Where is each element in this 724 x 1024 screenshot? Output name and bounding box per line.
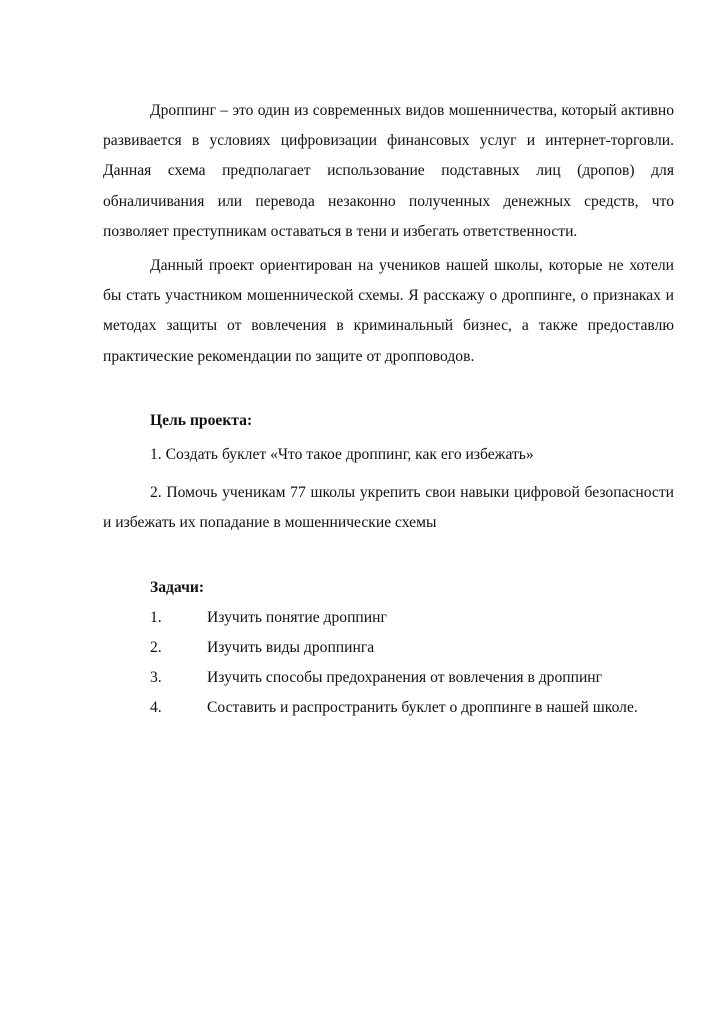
goal-item-1: 1. Создать буклет «Что такое дроппинг, как его избежать» bbox=[150, 446, 534, 464]
task-item-4 bbox=[103, 693, 674, 723]
goal-heading: Цель проекта: bbox=[150, 411, 253, 429]
intro-paragraph-1: Дроппинг – это один из современных видов мошенничества, который активно развивается в условиях цифровизации финансовых услуг и интернет-торговли. Данная схема предполагает использование подставных лиц (дропов) для обналичивания или перевода незаконно полученных денежных средств, что позволяет преступникам оставаться в тени и избегать ответственности. bbox=[103, 102, 674, 240]
tasks-list bbox=[103, 603, 674, 724]
intro-paragraph-2: Данный проект ориентирован на учеников нашей школы, которые не хотели бы стать участником мошеннической схемы. Я расскажу о дроппинге, о признаках и методах защиты от вовлечения в криминальный бизнес, а также предоставлю практические рекомендации по защите от дропповодов. bbox=[103, 257, 674, 365]
task-text: Изучить виды дроппинга bbox=[207, 639, 375, 657]
task-number: 2. bbox=[150, 639, 162, 657]
task-item-3 bbox=[103, 663, 674, 693]
task-item-2 bbox=[103, 633, 674, 663]
task-item-1 bbox=[103, 603, 674, 633]
task-number: 1. bbox=[150, 608, 162, 626]
task-text: Составить и распространить буклет о дроппинге в нашей школе. bbox=[207, 699, 638, 717]
task-number: 4. bbox=[150, 699, 162, 717]
task-number: 3. bbox=[150, 669, 162, 687]
tasks-heading: Задачи: bbox=[150, 578, 205, 596]
document-body bbox=[103, 96, 674, 724]
task-text: Изучить способы предохранения от вовлечения в дроппинг bbox=[207, 669, 603, 687]
task-text: Изучить понятие дроппинг bbox=[207, 608, 387, 626]
goal-item-2: 2. Помочь ученикам 77 школы укрепить свои навыки цифровой безопасности и избежать их попадание в мошеннические схемы bbox=[103, 484, 674, 532]
